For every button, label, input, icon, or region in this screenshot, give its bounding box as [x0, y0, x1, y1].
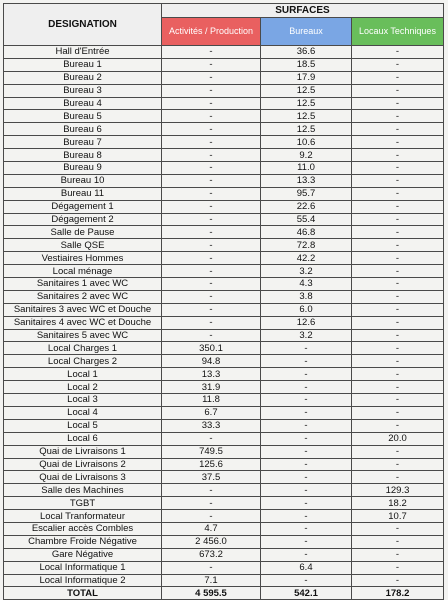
locaux-cell: -: [352, 381, 444, 394]
bureaux-cell: -: [261, 342, 352, 355]
table-row: [4, 110, 444, 123]
production-cell: -: [162, 46, 261, 59]
production-cell: 11.8: [162, 394, 261, 407]
table-row: [4, 303, 444, 316]
production-column-header: Activités / Production: [162, 18, 261, 46]
designation-cell: Dégagement 2: [4, 213, 162, 226]
table-row: [4, 316, 444, 329]
locaux-cell: 18.2: [352, 497, 444, 510]
bureaux-cell: 12.6: [261, 316, 352, 329]
bureaux-cell: 11.0: [261, 162, 352, 175]
locaux-cell: -: [352, 445, 444, 458]
locaux-cell: -: [352, 548, 444, 561]
bureaux-cell: 12.5: [261, 97, 352, 110]
bureaux-cell: 10.6: [261, 136, 352, 149]
bureaux-cell: 72.8: [261, 239, 352, 252]
locaux-cell: -: [352, 162, 444, 175]
locaux-cell: -: [352, 213, 444, 226]
production-cell: -: [162, 226, 261, 239]
table-row: [4, 445, 444, 458]
locaux-cell: -: [352, 58, 444, 71]
table-row: [4, 265, 444, 278]
total-row: [4, 587, 444, 600]
designation-cell: Local 3: [4, 394, 162, 407]
designation-cell: Bureau 11: [4, 187, 162, 200]
bureaux-cell: 3.8: [261, 290, 352, 303]
designation-cell: Quai de Livraisons 2: [4, 458, 162, 471]
bureaux-cell: 6.4: [261, 561, 352, 574]
production-cell: 2 456.0: [162, 535, 261, 548]
production-cell: -: [162, 71, 261, 84]
bureaux-cell: -: [261, 574, 352, 587]
designation-cell: Sanitaires 1 avec WC: [4, 278, 162, 291]
bureaux-cell: -: [261, 394, 352, 407]
locaux-cell: -: [352, 200, 444, 213]
table-row: [4, 278, 444, 291]
bureaux-cell: -: [261, 548, 352, 561]
table-row: [4, 174, 444, 187]
locaux-cell: 10.7: [352, 510, 444, 523]
bureaux-cell: -: [261, 522, 352, 535]
designation-cell: Sanitaires 5 avec WC: [4, 329, 162, 342]
production-cell: 4.7: [162, 522, 261, 535]
locaux-cell: -: [352, 71, 444, 84]
locaux-cell: -: [352, 226, 444, 239]
production-cell: 350.1: [162, 342, 261, 355]
production-cell: -: [162, 58, 261, 71]
designation-cell: Sanitaires 2 avec WC: [4, 290, 162, 303]
production-cell: -: [162, 484, 261, 497]
bureaux-cell: -: [261, 406, 352, 419]
production-cell: 33.3: [162, 419, 261, 432]
designation-cell: Vestiaires Hommes: [4, 252, 162, 265]
table-row: [4, 84, 444, 97]
production-cell: -: [162, 265, 261, 278]
table-row: [4, 136, 444, 149]
designation-cell: Local Charges 1: [4, 342, 162, 355]
designation-cell: Local 5: [4, 419, 162, 432]
designation-cell: Salle QSE: [4, 239, 162, 252]
bureaux-column-header: Bureaux: [261, 18, 352, 46]
table-row: [4, 471, 444, 484]
table-row: [4, 162, 444, 175]
bureaux-cell: 9.2: [261, 149, 352, 162]
locaux-cell: -: [352, 394, 444, 407]
locaux-cell: -: [352, 174, 444, 187]
total-bureaux: 542.1: [261, 587, 352, 600]
bureaux-cell: 42.2: [261, 252, 352, 265]
table-row: [4, 406, 444, 419]
locaux-cell: -: [352, 136, 444, 149]
table-row: [4, 329, 444, 342]
designation-cell: Bureau 9: [4, 162, 162, 175]
bureaux-cell: 3.2: [261, 329, 352, 342]
production-cell: 13.3: [162, 368, 261, 381]
designation-cell: Bureau 1: [4, 58, 162, 71]
table-row: [4, 497, 444, 510]
bureaux-cell: -: [261, 510, 352, 523]
production-cell: 125.6: [162, 458, 261, 471]
locaux-cell: -: [352, 84, 444, 97]
locaux-cell: -: [352, 278, 444, 291]
locaux-cell: -: [352, 561, 444, 574]
designation-cell: Bureau 8: [4, 149, 162, 162]
bureaux-cell: 36.6: [261, 46, 352, 59]
bureaux-cell: 12.5: [261, 123, 352, 136]
bureaux-cell: -: [261, 471, 352, 484]
bureaux-cell: -: [261, 419, 352, 432]
designation-cell: Local 2: [4, 381, 162, 394]
table-row: [4, 535, 444, 548]
table-row: [4, 123, 444, 136]
production-cell: -: [162, 290, 261, 303]
production-cell: -: [162, 97, 261, 110]
surfaces-header: SURFACES: [162, 4, 444, 18]
locaux-cell: -: [352, 419, 444, 432]
production-cell: 31.9: [162, 381, 261, 394]
designation-cell: Bureau 10: [4, 174, 162, 187]
locaux-cell: -: [352, 290, 444, 303]
bureaux-cell: -: [261, 484, 352, 497]
designation-cell: Local Tranformateur: [4, 510, 162, 523]
bureaux-cell: -: [261, 368, 352, 381]
table-row: [4, 355, 444, 368]
designation-cell: Sanitaires 3 avec WC et Douche: [4, 303, 162, 316]
designation-cell: Local 1: [4, 368, 162, 381]
bureaux-cell: 17.9: [261, 71, 352, 84]
bureaux-cell: 12.5: [261, 84, 352, 97]
designation-cell: Dégagement 1: [4, 200, 162, 213]
table-row: [4, 149, 444, 162]
bureaux-cell: -: [261, 355, 352, 368]
production-cell: -: [162, 123, 261, 136]
locaux-cell: 20.0: [352, 432, 444, 445]
table-row: [4, 510, 444, 523]
production-cell: -: [162, 316, 261, 329]
locaux-cell: -: [352, 471, 444, 484]
designation-cell: Hall d'Entrée: [4, 46, 162, 59]
table-row: [4, 368, 444, 381]
designation-cell: Bureau 7: [4, 136, 162, 149]
table-row: [4, 290, 444, 303]
designation-header: DESIGNATION: [4, 4, 162, 46]
designation-cell: Escalier accès Combles: [4, 522, 162, 535]
designation-cell: Bureau 5: [4, 110, 162, 123]
table-row: [4, 342, 444, 355]
surfaces-table: [3, 3, 444, 600]
bureaux-cell: 55.4: [261, 213, 352, 226]
locaux-cell: -: [352, 458, 444, 471]
locaux-cell: -: [352, 252, 444, 265]
bureaux-cell: -: [261, 458, 352, 471]
locaux-cell: -: [352, 149, 444, 162]
bureaux-cell: 95.7: [261, 187, 352, 200]
designation-cell: Local 6: [4, 432, 162, 445]
designation-cell: Gare Négative: [4, 548, 162, 561]
designation-cell: TGBT: [4, 497, 162, 510]
bureaux-cell: 3.2: [261, 265, 352, 278]
table-row: [4, 58, 444, 71]
production-cell: 673.2: [162, 548, 261, 561]
bureaux-cell: 46.8: [261, 226, 352, 239]
production-cell: -: [162, 174, 261, 187]
total-locaux: 178.2: [352, 587, 444, 600]
table-row: [4, 239, 444, 252]
table-row: [4, 381, 444, 394]
bureaux-cell: 4.3: [261, 278, 352, 291]
table-row: [4, 46, 444, 59]
production-cell: -: [162, 329, 261, 342]
production-cell: -: [162, 510, 261, 523]
locaux-cell: -: [352, 97, 444, 110]
table-row: [4, 200, 444, 213]
production-cell: -: [162, 278, 261, 291]
table-row: [4, 561, 444, 574]
designation-cell: Quai de Livraisons 1: [4, 445, 162, 458]
locaux-cell: -: [352, 187, 444, 200]
table-row: [4, 226, 444, 239]
locaux-cell: -: [352, 239, 444, 252]
locaux-cell: -: [352, 46, 444, 59]
production-cell: -: [162, 187, 261, 200]
total-label: TOTAL: [4, 587, 162, 600]
table-row: [4, 71, 444, 84]
designation-cell: Local 4: [4, 406, 162, 419]
production-cell: -: [162, 497, 261, 510]
bureaux-cell: -: [261, 497, 352, 510]
table-row: [4, 522, 444, 535]
designation-cell: Local Informatique 2: [4, 574, 162, 587]
locaux-cell: -: [352, 110, 444, 123]
bureaux-cell: -: [261, 381, 352, 394]
production-cell: 749.5: [162, 445, 261, 458]
bureaux-cell: -: [261, 432, 352, 445]
table-row: [4, 432, 444, 445]
locaux-cell: -: [352, 368, 444, 381]
locaux-cell: -: [352, 329, 444, 342]
bureaux-cell: -: [261, 445, 352, 458]
table-row: [4, 458, 444, 471]
designation-cell: Quai de Livraisons 3: [4, 471, 162, 484]
production-cell: -: [162, 162, 261, 175]
designation-cell: Bureau 3: [4, 84, 162, 97]
locaux-cell: -: [352, 535, 444, 548]
table-row: [4, 574, 444, 587]
production-cell: -: [162, 213, 261, 226]
production-cell: -: [162, 200, 261, 213]
locaux-cell: -: [352, 406, 444, 419]
table-row: [4, 97, 444, 110]
designation-cell: Salle de Pause: [4, 226, 162, 239]
designation-cell: Chambre Froide Négative: [4, 535, 162, 548]
bureaux-cell: -: [261, 535, 352, 548]
locaux-cell: 129.3: [352, 484, 444, 497]
production-cell: 94.8: [162, 355, 261, 368]
designation-cell: Sanitaires 4 avec WC et Douche: [4, 316, 162, 329]
table-row: [4, 213, 444, 226]
production-cell: -: [162, 303, 261, 316]
locaux-cell: -: [352, 522, 444, 535]
table-row: [4, 187, 444, 200]
bureaux-cell: 12.5: [261, 110, 352, 123]
surfaces-table-container: [3, 3, 444, 600]
locaux-cell: -: [352, 316, 444, 329]
table-body: [4, 46, 444, 587]
production-cell: 6.7: [162, 406, 261, 419]
production-cell: 7.1: [162, 574, 261, 587]
locaux-cell: -: [352, 355, 444, 368]
designation-cell: Bureau 6: [4, 123, 162, 136]
production-cell: -: [162, 136, 261, 149]
locaux-cell: -: [352, 342, 444, 355]
designation-cell: Local Charges 2: [4, 355, 162, 368]
production-cell: -: [162, 252, 261, 265]
production-cell: -: [162, 110, 261, 123]
production-cell: -: [162, 149, 261, 162]
table-row: [4, 252, 444, 265]
production-cell: -: [162, 561, 261, 574]
table-row: [4, 548, 444, 561]
designation-cell: Bureau 2: [4, 71, 162, 84]
locaux-cell: -: [352, 123, 444, 136]
locaux-cell: -: [352, 265, 444, 278]
table-row: [4, 394, 444, 407]
bureaux-cell: 22.6: [261, 200, 352, 213]
total-production: 4 595.5: [162, 587, 261, 600]
designation-cell: Bureau 4: [4, 97, 162, 110]
locaux-column-header: Locaux Techniques: [352, 18, 444, 46]
bureaux-cell: 6.0: [261, 303, 352, 316]
production-cell: -: [162, 84, 261, 97]
designation-cell: Local Informatique 1: [4, 561, 162, 574]
designation-cell: Local ménage: [4, 265, 162, 278]
locaux-cell: -: [352, 303, 444, 316]
production-cell: 37.5: [162, 471, 261, 484]
production-cell: -: [162, 432, 261, 445]
production-cell: -: [162, 239, 261, 252]
table-row: [4, 484, 444, 497]
bureaux-cell: 13.3: [261, 174, 352, 187]
table-row: [4, 419, 444, 432]
designation-cell: Salle des Machines: [4, 484, 162, 497]
locaux-cell: -: [352, 574, 444, 587]
bureaux-cell: 18.5: [261, 58, 352, 71]
